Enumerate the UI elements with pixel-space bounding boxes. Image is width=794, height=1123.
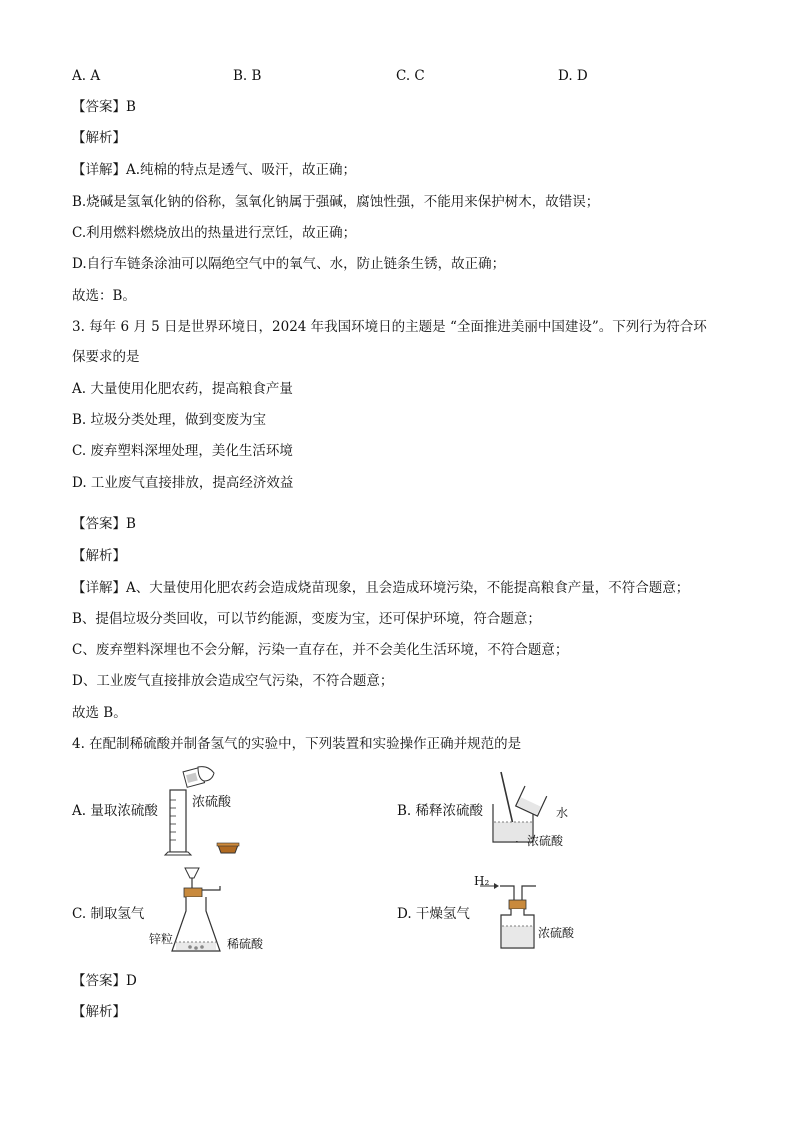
q3-option-a: A. 大量使用化肥农药，提高粮食产量 [72,381,293,397]
q2-option-b: B. B [233,68,262,84]
q2-option-c: C. C [396,68,425,84]
measuring-cylinder-figure [160,765,250,860]
q3-conclusion: 故选 B。 [72,705,127,721]
q3-stem-line2: 保要求的是 [72,349,140,365]
q3-option-c: C. 废弃塑料深埋处理，美化生活环境 [72,443,293,459]
q4-option-c-label: C. 制取氢气 [72,906,145,922]
q4-option-d-annot-gas: H₂ [474,874,490,888]
q4-option-c-annot-right: 稀硫酸 [227,937,264,951]
q4-option-b-annot-top: 水 [556,806,569,820]
q4-answer: 【答案】D [72,973,137,989]
q2-option-d: D. D [558,68,588,84]
gas-washing-bottle-figure [478,878,548,952]
q2-answer: 【答案】B [72,99,136,115]
q3-detail-line: D、工业废气直接排放会造成空气污染，不符合题意； [72,673,394,689]
q2-detail-line: B.烧碱是氢氧化钠的俗称，氢氧化钠属于强碱，腐蚀性强，不能用来保护树木，故错误； [72,194,600,210]
q2-analysis-label: 【解析】 [72,130,126,146]
q2-detail-line: 【详解】A.纯棉的特点是透气、吸汗，故正确； [72,162,357,178]
q2-detail-line: C.利用燃料燃烧放出的热量进行烹饪，故正确； [72,225,357,241]
q4-option-b-label: B. 稀释浓硫酸 [397,803,484,819]
q3-stem-line1: 3. 每年 6 月 5 日是世界环境日，2024 年我国环境日的主题是 “全面推进美丽中国建设”。下列行为符合环 [72,319,707,335]
q4-option-d-label: D. 干燥氢气 [397,906,470,922]
q3-detail-line: C、废弃塑料深埋也不会分解，污染一直存在，并不会美化生活环境，不符合题意； [72,642,569,658]
q4-stem: 4. 在配制稀硫酸并制备氢气的实验中，下列装置和实验操作正确并规范的是 [72,736,522,752]
q4-option-a-annot: 浓硫酸 [192,795,232,810]
q2-option-a: A. A [72,68,101,84]
q4-option-a-label: A. 量取浓硫酸 [72,803,158,819]
q4-analysis-label: 【解析】 [72,1004,126,1020]
q4-option-d-annot-right: 浓硫酸 [538,926,575,940]
q3-option-b: B. 垃圾分类处理，做到变废为宝 [72,412,267,428]
q4-option-b-annot-bottom: 浓硫酸 [527,834,564,848]
q4-option-c-annot-left: 锌粒 [149,932,174,946]
q2-detail-line: D.自行车链条涂油可以隔绝空气中的氧气、水，防止链条生锈，故正确； [72,256,506,272]
q3-answer: 【答案】B [72,516,136,532]
q3-option-d: D. 工业废气直接排放，提高经济效益 [72,475,294,491]
q3-detail-line: B、提倡垃圾分类回收，可以节约能源，变废为宝，还可保护环境，符合题意； [72,611,541,627]
q3-analysis-label: 【解析】 [72,548,126,564]
q2-conclusion: 故选：B。 [72,288,136,304]
q3-detail-line: 【详解】A、大量使用化肥农药会造成烧苗现象，且会造成环境污染，不能提高粮食产量，不符合题意； [72,580,690,596]
